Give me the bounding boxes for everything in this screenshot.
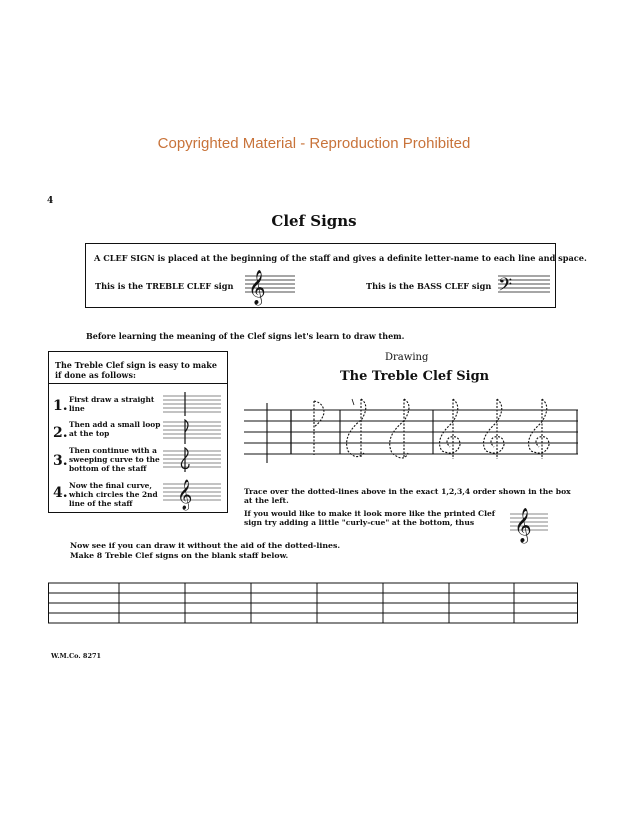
- steps-divider: [48, 383, 228, 384]
- page-number: 4: [47, 196, 54, 206]
- copyright-watermark: Copyrighted Material - Reproduction Prohibited: [157, 135, 471, 152]
- treble-clef-icon: 𝄞: [248, 270, 266, 305]
- bass-clef-icon: 𝄢: [498, 275, 513, 300]
- now-see-text: Now see if you can draw it without the aid of the dotted-lines.: [70, 541, 341, 550]
- step-text: First draw a straight line: [69, 395, 155, 413]
- step-illustration-staffs: [163, 390, 221, 508]
- treble-clef-sign-title: The Treble Clef Sign: [340, 369, 490, 384]
- treble-clef-icon: 𝄞: [514, 508, 532, 543]
- bass-clef-example-staff: [498, 274, 550, 298]
- step-text: Then continue with a sweeping curve to the bottom of the staff: [69, 446, 160, 473]
- page-title: Clef Signs: [271, 212, 357, 230]
- before-learning-text: Before learning the meaning of the Clef signs let's learn to draw them.: [86, 331, 405, 341]
- trace-instructions: Trace over the dotted-lines above in the exact 1,2,3,4 order shown in the box at the left.: [244, 487, 571, 505]
- make-eight-text: Make 8 Treble Clef signs on the blank staff below.: [70, 550, 289, 560]
- publisher-code: W.M.Co. 8271: [51, 652, 102, 660]
- curly-cue-example-staff: [510, 505, 548, 543]
- step-number: 4.: [53, 485, 68, 501]
- treble-clef-example-staff: [245, 270, 295, 305]
- steps-intro: The Treble Clef sign is easy to make if done as follows:: [55, 360, 217, 380]
- treble-clef-label: This is the TREBLE CLEF sign: [95, 281, 234, 291]
- printed-clef-tip: If you would like to make it look more like the printed Clef sign try adding a little "curly-cue" at the bottom, thus: [244, 509, 496, 527]
- bass-clef-label: This is the BASS CLEF sign: [366, 281, 492, 291]
- drawing-practice-staff: [244, 395, 578, 470]
- final-instructions: [70, 541, 470, 560]
- step-number: 2.: [53, 425, 68, 441]
- blank-practice-staff[interactable]: [48, 582, 578, 626]
- step-text: Then add a small loop at the top: [69, 420, 161, 438]
- drawing-label: Drawing: [385, 352, 429, 363]
- step-number: 1.: [53, 398, 68, 414]
- step-text: Now the final curve, which circles the 2nd line of the staff: [69, 481, 158, 508]
- svg-text:𝄞: 𝄞: [177, 480, 193, 510]
- step-number: 3.: [53, 453, 68, 469]
- clef-sign-definition: A CLEF SIGN is placed at the beginning of the staff and gives a definite letter-name to each line and space.: [94, 253, 587, 263]
